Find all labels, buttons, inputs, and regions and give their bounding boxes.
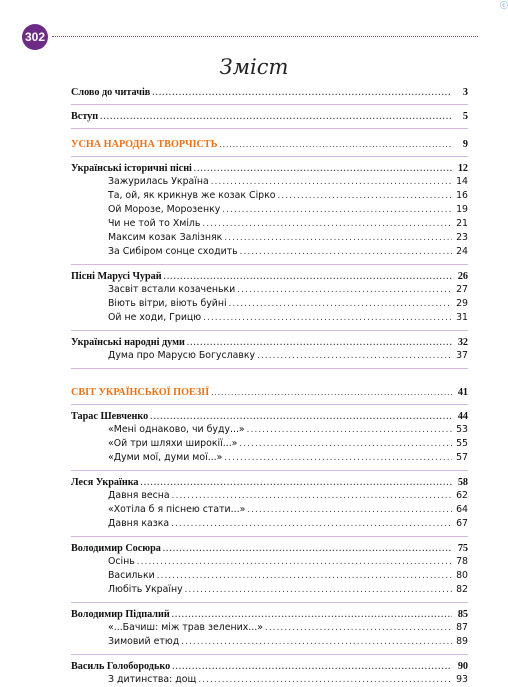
toc-entry-page: 5 [462, 111, 468, 122]
dot-leader [222, 203, 452, 217]
dot-leader [257, 349, 452, 363]
toc-item-page: 27 [456, 284, 468, 295]
toc-item-label: Чи не той то Хміль [108, 218, 201, 229]
toc-item[interactable] [71, 517, 468, 531]
toc-item[interactable] [71, 635, 468, 649]
dot-leader [247, 503, 452, 517]
toc-item-page: 87 [456, 622, 468, 633]
dot-leader [194, 161, 452, 175]
dot-leader [172, 659, 452, 673]
toc-item-page: 55 [456, 438, 468, 449]
toc-group-label: Василь Голобородько [71, 661, 171, 672]
divider [71, 368, 468, 369]
toc-item[interactable] [71, 583, 468, 597]
toc-item-label: Ой не ходи, Грицю [108, 312, 202, 323]
toc-item[interactable] [71, 311, 468, 325]
dot-leader [224, 231, 452, 245]
toc-section-title: СВІТ УКРАЇНСЬКОЇ ПОЕЗІЇ [71, 387, 210, 398]
dot-leader [224, 451, 452, 465]
toc-item-page: 16 [456, 190, 468, 201]
toc-item-page: 93 [456, 674, 468, 685]
dot-leader [152, 85, 452, 99]
toc-entry-page: 9 [462, 139, 468, 150]
page-title: Зміст [219, 55, 289, 79]
toc-group-label: Леся Українка [71, 477, 139, 488]
toc-item[interactable] [71, 621, 468, 635]
dot-leader [229, 297, 452, 311]
toc-group-label: Українські історичні пісні [71, 163, 192, 174]
toc-item-label: З дитинства: дощ [108, 674, 197, 685]
toc-item-page: 78 [456, 556, 468, 567]
dot-leader [211, 385, 452, 399]
toc-item[interactable] [71, 189, 468, 203]
toc-entry-page: 85 [457, 609, 468, 620]
divider [71, 330, 468, 331]
toc-item-page: 62 [456, 490, 468, 501]
toc-group-pidpalyi[interactable] [71, 607, 468, 621]
corner-mark: ⓒ [500, 1, 508, 10]
toc-item[interactable] [71, 673, 468, 687]
toc-group-label: Володимир Сосюра [71, 543, 161, 554]
toc-group-label: Тарас Шевченко [71, 411, 149, 422]
toc-item-label: Ой Морозе, Морозенку [108, 204, 221, 215]
dot-leader [202, 217, 452, 231]
toc-item-page: 89 [456, 636, 468, 647]
toc-item-label: «Ой три шляхи широкії...» [108, 438, 238, 449]
toc-group-marusia-churai[interactable] [71, 269, 468, 283]
toc-item-label: Осінь [108, 556, 135, 567]
toc-item-label: «Думи мої, думи мої...» [108, 452, 223, 463]
divider [71, 654, 468, 655]
dot-leader [237, 283, 452, 297]
divider [71, 536, 468, 537]
toc-entry-page: 44 [457, 411, 468, 422]
toc-item[interactable] [71, 175, 468, 189]
dot-leader [203, 311, 452, 325]
toc-item-label: Васильки [108, 570, 155, 581]
toc-item[interactable] [71, 437, 468, 451]
toc-section-title: УСНА НАРОДНА ТВОРЧІСТЬ [71, 139, 218, 150]
toc-item[interactable] [71, 297, 468, 311]
toc-item-label: Максим козак Залізняк [108, 232, 223, 243]
toc-item-label: Засвіт встали козаченьки [108, 284, 236, 295]
toc-item[interactable] [71, 217, 468, 231]
toc-entry-page: 41 [457, 387, 468, 398]
toc-item[interactable] [71, 569, 468, 583]
dot-leader [181, 635, 452, 649]
toc-item-label: Зажурилась Україна [108, 176, 209, 187]
toc-item-page: 57 [456, 452, 468, 463]
toc-item[interactable] [71, 451, 468, 465]
dot-leader [239, 437, 452, 451]
dot-leader [265, 621, 452, 635]
toc-entry-page: 12 [457, 163, 468, 174]
dot-leader [157, 569, 452, 583]
toc-item-page: 14 [456, 176, 468, 187]
toc-item-label: Та, ой, як крикнув же козак Сірко [108, 190, 276, 201]
toc-item-page: 21 [456, 218, 468, 229]
toc-item-page: 64 [456, 504, 468, 515]
toc-entry-label: Слово до читачів [71, 87, 151, 98]
divider [71, 156, 468, 157]
toc-item-page: 53 [456, 424, 468, 435]
toc-item-label: Давня казка [108, 518, 170, 529]
toc-item[interactable] [71, 231, 468, 245]
toc-entry-introduction[interactable] [71, 109, 468, 123]
toc-group-sosiura[interactable] [71, 541, 468, 555]
toc-entry-label: Вступ [71, 111, 99, 122]
divider [71, 104, 468, 105]
divider [71, 470, 468, 471]
toc-item-page: 23 [456, 232, 468, 243]
dot-leader [247, 423, 452, 437]
toc-item-label: Любіть Україну [108, 584, 183, 595]
toc-group-shevchenko[interactable] [71, 409, 468, 423]
toc-group-label: Українські народні думи [71, 337, 185, 348]
toc-item[interactable] [71, 423, 468, 437]
dot-leader [137, 555, 452, 569]
divider [71, 264, 468, 265]
table-of-contents [71, 85, 468, 687]
dot-leader [187, 335, 452, 349]
toc-entry-page: 3 [462, 87, 468, 98]
toc-item-label: Давня весна [108, 490, 170, 501]
toc-item-page: 29 [456, 298, 468, 309]
toc-entry-page: 90 [457, 661, 468, 672]
header-rule [52, 36, 478, 37]
dot-leader [211, 175, 452, 189]
dot-leader [100, 109, 452, 123]
toc-item[interactable] [71, 555, 468, 569]
toc-item[interactable] [71, 349, 468, 363]
toc-item-page: 67 [456, 518, 468, 529]
toc-group-historical-songs[interactable] [71, 161, 468, 175]
toc-section-poetry[interactable] [71, 385, 468, 399]
toc-item-label: Зимовий етюд [108, 636, 180, 647]
dot-leader [163, 541, 452, 555]
page-number-badge: 302 [22, 24, 48, 50]
toc-item-page: 82 [456, 584, 468, 595]
dot-leader [185, 583, 452, 597]
toc-item[interactable] [71, 283, 468, 297]
dot-leader [141, 475, 452, 489]
dot-leader [219, 137, 452, 151]
toc-section-folklore[interactable] [71, 137, 468, 151]
divider [71, 602, 468, 603]
toc-group-label: Пісні Марусі Чурай [71, 271, 162, 282]
toc-item-label: Віють вітри, віють буйні [108, 298, 227, 309]
toc-item[interactable] [71, 203, 468, 217]
divider [71, 128, 468, 129]
toc-item-page: 24 [456, 246, 468, 257]
dot-leader [172, 489, 452, 503]
toc-group-label: Володимир Підпалий [71, 609, 170, 620]
dot-leader [172, 607, 452, 621]
toc-item-label: «...Бачиш: між трав зелених...» [108, 622, 263, 633]
dot-leader [150, 409, 452, 423]
toc-item[interactable] [71, 503, 468, 517]
dot-leader [164, 269, 452, 283]
toc-item-label: За Сибіром сонце сходить [108, 246, 238, 257]
toc-group-lesya-ukrainka[interactable] [71, 475, 468, 489]
divider [71, 404, 468, 405]
toc-entry-page: 75 [457, 543, 468, 554]
toc-item-page: 19 [456, 204, 468, 215]
toc-item-label: «Мені однаково, чи буду...» [108, 424, 245, 435]
toc-entry-page: 32 [457, 337, 468, 348]
toc-entry-foreword[interactable] [71, 85, 468, 99]
toc-item-label: «Хотіла б я піснею стати...» [108, 504, 246, 515]
toc-group-holoborodko[interactable] [71, 659, 468, 673]
toc-group-folk-dumas[interactable] [71, 335, 468, 349]
toc-item-page: 80 [456, 570, 468, 581]
toc-entry-page: 26 [457, 271, 468, 282]
toc-item-page: 31 [456, 312, 468, 323]
toc-item[interactable] [71, 245, 468, 259]
dot-leader [278, 189, 452, 203]
dot-leader [240, 245, 452, 259]
toc-item[interactable] [71, 489, 468, 503]
toc-item-page: 37 [456, 350, 468, 361]
dot-leader [198, 673, 452, 687]
dot-leader [171, 517, 452, 531]
toc-entry-page: 58 [457, 477, 468, 488]
toc-item-label: Дума про Марусю Богуславку [108, 350, 256, 361]
